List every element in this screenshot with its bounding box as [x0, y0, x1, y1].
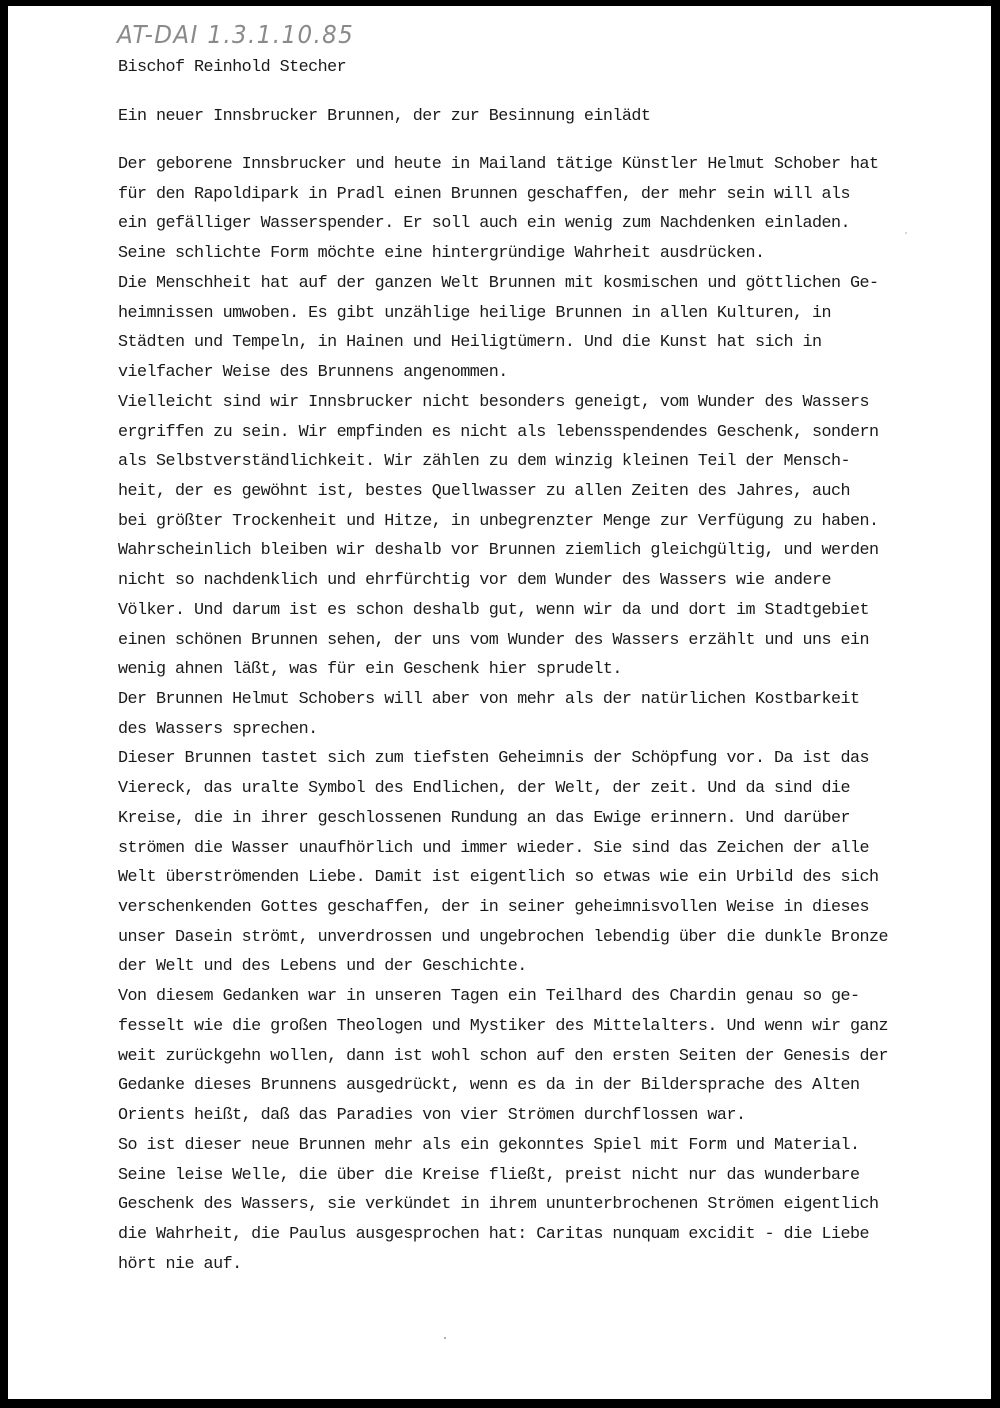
- body-text-line: Orients heißt, daß das Paradies von vier Strömen durchflossen war.: [118, 1106, 746, 1125]
- body-text-line: einen schönen Brunnen sehen, der uns vom Wunder des Wassers erzählt und uns ein: [118, 630, 870, 650]
- body-text-line: unser Dasein strömt, unverdrossen und ungebrochen lebendig über die dunkle Bronze: [118, 927, 889, 947]
- body-text-line: die Wahrheit, die Paulus ausgesprochen hat: Caritas nunquam excidit - die Liebe: [118, 1224, 870, 1244]
- author-line: Bischof Reinhold Stecher: [118, 58, 347, 77]
- body-text-line: So ist dieser neue Brunnen mehr als ein gekonntes Spiel mit Form und Material.: [118, 1135, 860, 1155]
- body-text-line: Dieser Brunnen tastet sich zum tiefsten Geheimnis der Schöpfung vor. Da ist das: [118, 749, 870, 769]
- body-text-line: Von diesem Gedanken war in unseren Tagen ein Teilhard des Chardin genau so ge-: [118, 987, 860, 1007]
- body-text-line: Geschenk des Wassers, sie verkündet in ihrem ununterbrochenen Strömen eigentlich: [118, 1195, 879, 1215]
- body-text-line: Vielleicht sind wir Innsbrucker nicht besonders geneigt, vom Wunder des Wassers: [118, 392, 870, 412]
- body-text-line: fesselt wie die großen Theologen und Mystiker des Mittelalters. Und wenn wir ganz: [118, 1016, 889, 1036]
- body-text-line: verschenkenden Gottes geschaffen, der in seiner geheimnisvollen Weise in dieses: [118, 898, 870, 917]
- body-text-line: weit zurückgehn wollen, dann ist wohl schon auf den ersten Seiten der Genesis der: [118, 1046, 889, 1066]
- document-title: Ein neuer Innsbrucker Brunnen, der zur Besinnung einlädt: [118, 107, 651, 126]
- body-text-line: der Welt und des Lebens und der Geschichte.: [118, 957, 527, 977]
- body-text-line: Seine schlichte Form möchte eine hintergründige Wahrheit ausdrücken.: [118, 244, 765, 264]
- body-text-line: Die Menschheit hat auf der ganzen Welt Brunnen mit kosmischen und göttlichen Ge-: [118, 273, 879, 293]
- body-text-line: Wahrscheinlich bleiben wir deshalb vor Brunnen ziemlich gleichgültig, und werden: [118, 541, 879, 561]
- body-text-line: ergriffen zu sein. Wir empfinden es nicht als lebensspendendes Geschenk, sondern: [118, 422, 879, 442]
- body-text-line: hört nie auf.: [118, 1254, 242, 1274]
- body-text-line: des Wassers sprechen.: [118, 719, 318, 739]
- body-text-line: heit, der es gewöhnt ist, bestes Quellwasser zu allen Zeiten des Jahres, auch: [118, 481, 851, 501]
- body-text-line: Städten und Tempeln, in Hainen und Heiligtümern. Und die Kunst hat sich in: [118, 333, 822, 353]
- body-text-line: wenig ahnen läßt, was für ein Geschenk hier sprudelt.: [118, 660, 622, 680]
- body-text-line: Der Brunnen Helmut Schobers will aber von mehr als der natürlichen Kostbarkeit: [118, 690, 860, 709]
- body-text-line: Völker. Und darum ist es schon deshalb gut, wenn wir da und dort im Stadtgebiet: [118, 600, 870, 620]
- body-text-line: vielfacher Weise des Brunnens angenommen.: [118, 363, 508, 382]
- body-text-line: ein gefälliger Wasserspender. Er soll auch ein wenig zum Nachdenken einladen.: [118, 214, 851, 234]
- body-text-line: als Selbstverständlichkeit. Wir zählen zu dem winzig kleinen Teil der Mensch-: [118, 452, 851, 472]
- body-text-line: Der geborene Innsbrucker und heute in Mailand tätige Künstler Helmut Schober hat: [118, 155, 879, 174]
- body-text-line: Kreise, die in ihrer geschlossenen Rundung an das Ewige erinnern. Und darüber: [118, 808, 851, 828]
- body-text-line: Seine leise Welle, die über die Kreise fließt, preist nicht nur das wunderbare: [118, 1165, 860, 1185]
- scan-speck: [444, 1337, 446, 1339]
- body-text-line: strömen die Wasser unaufhörlich und immer wieder. Sie sind das Zeichen der alle: [118, 838, 870, 858]
- body-text-line: Gedanke dieses Brunnens ausgedrückt, wenn es da in der Bildersprache des Alten: [118, 1076, 860, 1096]
- body-text-line: für den Rapoldipark in Pradl einen Brunnen geschaffen, der mehr sein will als: [118, 184, 851, 204]
- body-text-line: nicht so nachdenklich und ehrfürchtig vor dem Wunder des Wassers wie andere: [118, 571, 832, 591]
- body-text-line: heimnissen umwoben. Es gibt unzählige heilige Brunnen in allen Kulturen, in: [118, 303, 832, 323]
- scan-speck: [905, 232, 907, 234]
- body-text-line: Welt überströmenden Liebe. Damit ist eigentlich so etwas wie ein Urbild des sich: [118, 868, 879, 888]
- body-text-line: bei größter Trockenheit und Hitze, in unbegrenzter Menge zur Verfügung zu haben.: [118, 511, 879, 531]
- body-text-line: Viereck, das uralte Symbol des Endlichen, der Welt, der zeit. Und da sind die: [118, 779, 851, 799]
- handwritten-archive-reference: AT-DAI 1.3.1.10.85: [117, 20, 355, 49]
